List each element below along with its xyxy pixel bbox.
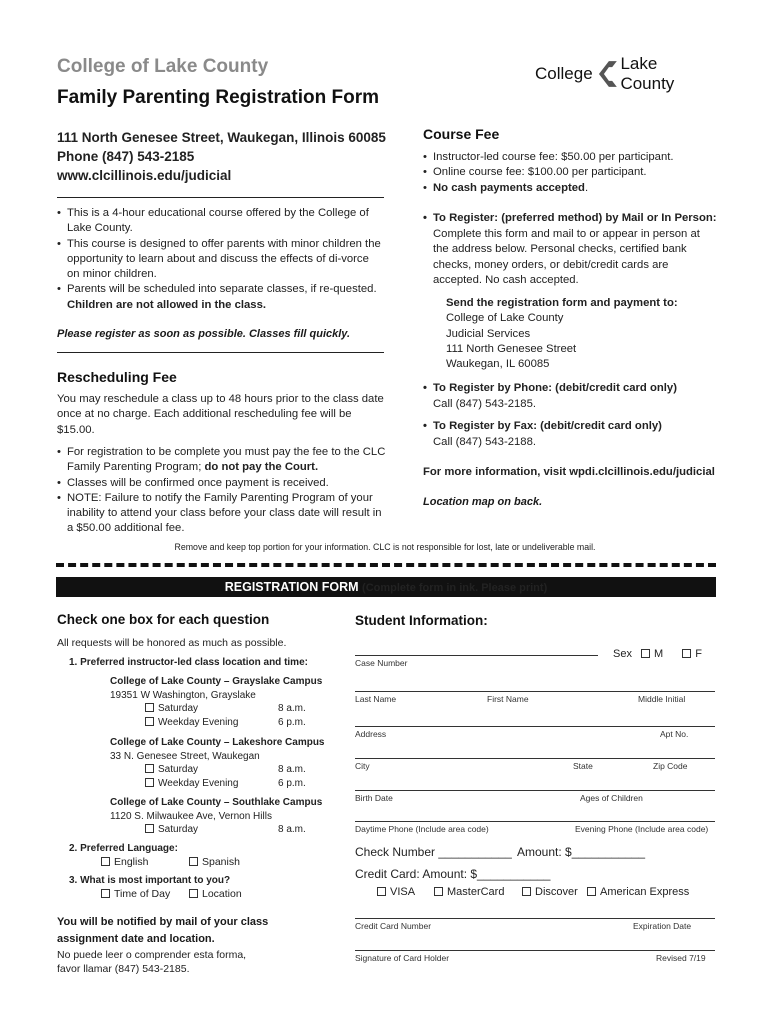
cut-line (56, 563, 716, 567)
campus-address: 1120 S. Milwaukee Ave, Vernon Hills (110, 810, 272, 822)
remove-note: Remove and keep top portion for your information. CLC is not responsible for lost, late or undeliverable mail. (174, 542, 596, 552)
send-to-block (446, 296, 716, 372)
checkbox[interactable] (145, 778, 154, 787)
card-number-field[interactable] (355, 918, 715, 919)
checkbox[interactable] (101, 889, 110, 898)
register-mail-heading: • To Register: (preferred method) by Mail or In Person: (423, 211, 723, 226)
payment-bullet (57, 445, 387, 476)
checkbox[interactable] (587, 887, 596, 896)
check-amount-field[interactable]: Amount: $___________ (517, 845, 646, 859)
campus-address: 33 N. Genesee Street, Waukegan (110, 750, 260, 762)
field-label: Middle Initial (638, 694, 686, 704)
banner-title: REGISTRATION FORM (224, 580, 359, 594)
option-label: Weekday Evening (158, 716, 239, 728)
option-discover[interactable] (522, 885, 587, 899)
checkbox[interactable] (189, 857, 198, 866)
option-label: Saturday (158, 824, 199, 835)
field-label: Daytime Phone (Include area code) (355, 824, 489, 834)
banner-subtitle: (Complete form in ink. Please print) (362, 582, 548, 594)
sex-label: Sex (613, 648, 632, 660)
option-time: 8 a.m. (278, 703, 306, 714)
importance-options (101, 887, 242, 901)
option-label: VISA (390, 886, 416, 898)
college-logo (535, 54, 715, 93)
honored-note: All requests will be honored as much as possible. (57, 637, 287, 649)
info-bullet-bold: Children are not allowed in the class. (67, 298, 266, 311)
payment-bullet-text: For registration to be complete you must pay the fee to the CLC Family Parenting Program; (67, 446, 386, 474)
info-bullet-text: Parents will be scheduled into separate classes, if re-quested. (67, 283, 377, 296)
course-fee-heading: Course Fee (423, 126, 500, 142)
info-bullets (57, 206, 384, 313)
option-label: MasterCard (447, 886, 505, 898)
option-time: 8 a.m. (278, 824, 306, 835)
send-to-line: Waukegan, IL 60085 (446, 358, 550, 371)
rescheduling-text: You may reschedule a class up to 48 hours prior to the class date once at no charge. Each additional rescheduling fee will be $15.00. (57, 393, 384, 436)
checkbox[interactable] (145, 764, 154, 773)
more-info-link: For more information, visit wpdi.clcillinois.edu/judicial (423, 466, 715, 478)
field-label: Ages of Children (580, 793, 643, 803)
send-to-heading: Send the registration form and payment to: (446, 297, 678, 309)
checkbox[interactable] (145, 703, 154, 712)
rescheduling-heading: Rescheduling Fee (57, 369, 177, 385)
option-time: 6 p.m. (278, 716, 306, 728)
campus-name: College of Lake County – Lakeshore Campus (110, 737, 325, 748)
option-location[interactable] (189, 887, 242, 901)
divider (57, 197, 384, 198)
field-label: Address (355, 729, 387, 739)
option-label: English (114, 856, 149, 868)
address-field[interactable] (355, 726, 715, 727)
field-label: City (355, 761, 370, 771)
option-label: Saturday (158, 764, 199, 775)
location-map-note: Location map on back. (423, 496, 543, 508)
fee-item (423, 181, 723, 196)
questions-heading: Check one box for each question (57, 612, 270, 627)
option-label: M (654, 648, 664, 660)
field-label: Zip Code (653, 761, 688, 771)
logo-text-left: College (535, 64, 593, 83)
option-label: American Express (600, 886, 690, 898)
card-type-options (377, 885, 689, 899)
option-label: Time of Day (114, 888, 171, 900)
checkbox[interactable] (189, 889, 198, 898)
credit-card-amount-field[interactable]: Credit Card: Amount: $___________ (355, 867, 551, 881)
option-label: Spanish (202, 856, 240, 868)
fee-item-end: . (584, 181, 589, 194)
checkbox[interactable] (101, 857, 110, 866)
field-label: Case Number (355, 658, 408, 668)
field-label: Signature of Card Holder (355, 953, 450, 963)
signature-field[interactable] (355, 950, 715, 951)
option-time-of-day[interactable] (101, 887, 189, 901)
address-line: 111 North Genesee Street, Waukegan, Illinois 60085 (57, 130, 386, 145)
fee-item-bold: No cash payments accepted (433, 181, 585, 194)
revision-note: Revised 7/19 (656, 953, 706, 963)
option-weekday[interactable] (145, 716, 278, 730)
option-female[interactable] (682, 648, 702, 660)
checkbox[interactable] (522, 887, 531, 896)
form-title: Family Parenting Registration Form (57, 87, 379, 108)
field-label: Apt No. (660, 729, 689, 739)
campus-grayslake (110, 675, 340, 729)
payment-bullets (57, 445, 387, 537)
checkbox[interactable] (377, 887, 386, 896)
fee-item: • Online course fee: $100.00 per participant. (423, 165, 723, 180)
register-mail-text: Complete this form and mail to or appear in person at the address below. Personal checks, certified bank checks, money orders, or debit/credit cards are accepted. No cash accepted. (433, 228, 700, 286)
info-bullet: • This is a 4-hour educational course offered by the College of Lake County. (57, 206, 384, 237)
option-label: F (695, 648, 702, 660)
contact-block (57, 128, 386, 185)
course-fee-list (423, 150, 723, 196)
sex-options (613, 647, 702, 661)
send-to-line: 111 North Genesee Street (446, 342, 577, 355)
register-phone-heading: • To Register by Phone: (debit/credit card only) (423, 381, 723, 396)
checkbox[interactable] (641, 649, 650, 658)
option-weekday[interactable] (145, 777, 278, 791)
option-time: 6 p.m. (278, 777, 306, 789)
organization-name: College of Lake County (57, 56, 269, 77)
question-2: 2. Preferred Language: (69, 843, 178, 854)
register-phone-text: Call (847) 543-2185. (433, 398, 536, 410)
option-saturday[interactable] (145, 823, 278, 837)
send-to-line: Judicial Services (446, 327, 531, 340)
option-saturday[interactable] (145, 763, 278, 777)
send-to-line: College of Lake County (446, 312, 564, 325)
register-soon-note: Please register as soon as possible. Classes fill quickly. (57, 328, 351, 340)
info-bullet: • This course is designed to offer parents with minor children the opportunity to learn about and discuss the effects of di-vorce on minor children. (57, 237, 384, 283)
check-number-field[interactable]: Check Number ___________ (355, 845, 512, 859)
register-fax-heading: • To Register by Fax: (debit/credit card only) (423, 419, 723, 434)
phone-field[interactable] (355, 821, 715, 822)
question-3: 3. What is most important to you? (69, 875, 231, 886)
campus-southlake (110, 796, 340, 837)
option-visa[interactable] (377, 885, 434, 899)
field-label: Expiration Date (633, 921, 692, 931)
logo-text-right: Lake County (620, 54, 675, 93)
campus-name: College of Lake County – Grayslake Campus (110, 676, 323, 687)
option-mastercard[interactable] (434, 885, 522, 899)
spanish-note (57, 948, 246, 976)
logo-mark-icon (595, 59, 619, 89)
language-options (101, 855, 240, 869)
field-label: Evening Phone (Include area code) (575, 824, 709, 834)
option-spanish[interactable] (189, 855, 240, 869)
website-line: www.clcillinois.edu/judicial (57, 168, 232, 183)
register-fax-block (423, 419, 723, 434)
notified-note: You will be notified by mail of your class assignment date and location. (57, 916, 269, 945)
name-field[interactable] (355, 691, 715, 692)
phone-line: Phone (847) 543-2185 (57, 149, 195, 164)
option-label: Location (202, 888, 242, 900)
option-label: Discover (535, 886, 578, 898)
field-label: Last Name (355, 694, 397, 704)
register-fax-text: Call (847) 543-2188. (433, 436, 536, 448)
divider (57, 352, 384, 353)
option-male[interactable] (641, 648, 663, 660)
payment-bullet-bold: do not pay the Court. (204, 461, 319, 474)
option-saturday[interactable] (145, 702, 278, 716)
payment-bullet: • Classes will be confirmed once payment is received. (57, 476, 387, 491)
checkbox[interactable] (145, 824, 154, 833)
question-1: 1. Preferred instructor-led class location and time: (69, 657, 308, 668)
field-label: Birth Date (355, 793, 393, 803)
checkbox[interactable] (145, 717, 154, 726)
birth-date-field[interactable] (355, 790, 715, 791)
student-info-heading: Student Information: (355, 613, 488, 628)
option-amex[interactable] (587, 885, 689, 899)
register-phone-block (423, 381, 723, 396)
field-label: Credit Card Number (355, 921, 432, 931)
option-label: Saturday (158, 703, 199, 714)
option-time: 8 a.m. (278, 764, 306, 775)
field-label: First Name (487, 694, 529, 704)
case-number-field[interactable] (355, 655, 598, 656)
info-bullet (57, 282, 384, 313)
spanish-note-line: favor llamar (847) 543-2185. (57, 963, 190, 975)
checkbox[interactable] (434, 887, 443, 896)
campus-address: 19351 W Washington, Grayslake (110, 689, 256, 701)
spanish-note-line: No puede leer o comprender esta forma, (57, 949, 247, 961)
option-english[interactable] (101, 855, 189, 869)
checkbox[interactable] (682, 649, 691, 658)
option-label: Weekday Evening (158, 777, 239, 789)
campus-lakeshore (110, 736, 340, 790)
payment-bullet: • NOTE: Failure to notify the Family Parenting Program of your inability to attend your class before your class date will result in a $50.00 additional fee. (57, 491, 387, 537)
field-label: State (573, 761, 593, 771)
city-field[interactable] (355, 758, 715, 759)
register-mail-block (423, 211, 723, 226)
fee-item: • Instructor-led course fee: $50.00 per participant. (423, 150, 723, 165)
registration-banner (56, 577, 716, 597)
campus-name: College of Lake County – Southlake Campus (110, 797, 323, 808)
